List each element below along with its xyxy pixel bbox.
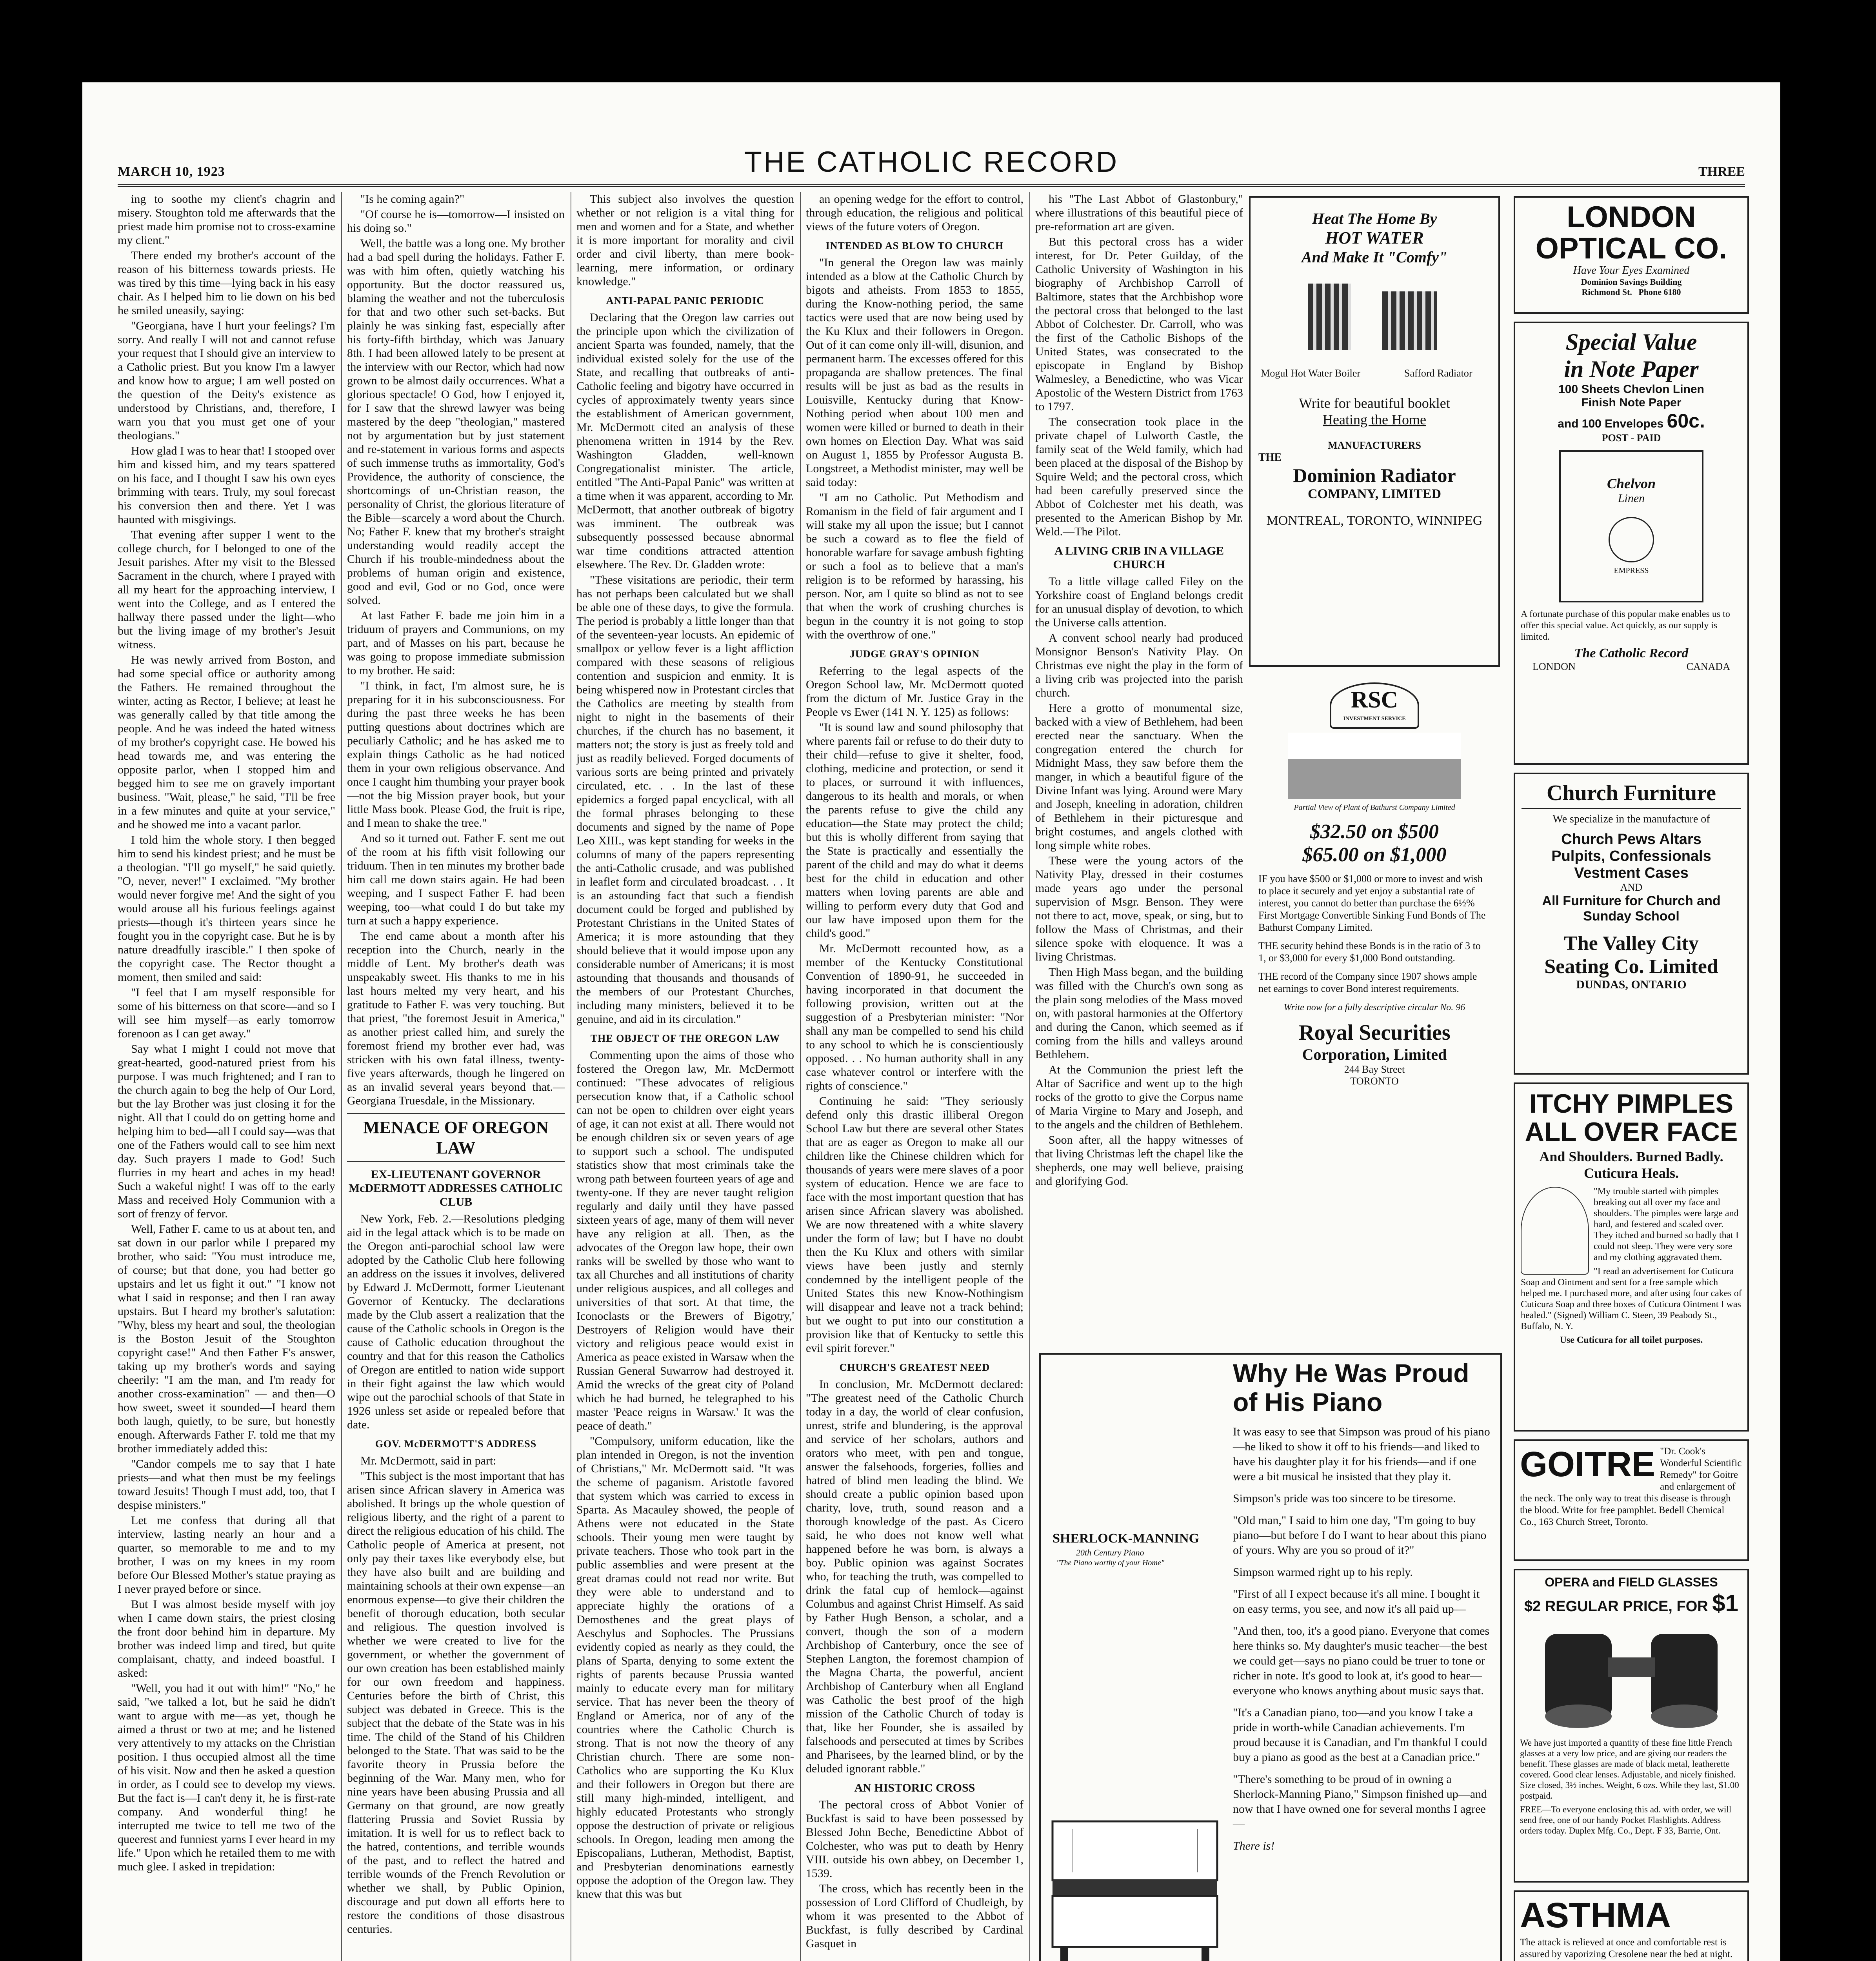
paragraph: Let me confess that during all that interview, lasting nearly an hour and a quarter, so memorable to me and to my brother, I was on my knees in my room before Our Blessed Mother's statue praying as I never prayed before or since. — [118, 1514, 335, 1595]
ad-line: and 100 Envelopes — [1558, 417, 1664, 430]
ad-line: Pulpits, Confessionals — [1551, 848, 1711, 864]
newspaper-title: THE CATHOLIC RECORD — [744, 146, 1119, 178]
ad-headline: ASTHMA — [1520, 1896, 1671, 1935]
paragraph: "Is he coming again?" — [360, 193, 465, 206]
paragraph: his "The Last Abbot of Glastonbury," where illustrations of this beautiful piece of pre-reformation art are given. — [1035, 193, 1243, 233]
ad-headline: $2 REGULAR PRICE, FOR — [1524, 1598, 1708, 1615]
ad-company: Dominion Radiator — [1293, 464, 1456, 486]
ad-caption: Safford Radiator — [1404, 367, 1472, 379]
ad-paragraph: Use Cuticura for all toilet purposes. — [1560, 1335, 1703, 1345]
ad-caption: Mogul Hot Water Boiler — [1261, 367, 1361, 379]
box-label: EMPRESS — [1614, 566, 1649, 575]
portrait-icon — [1521, 1187, 1589, 1275]
ad-line: MANUFACTURERS — [1328, 440, 1421, 451]
paragraph: ing to soothe my client's chagrin and misery. Stoughton told me afterwards that the priest made him promise not to cross-examine my client." — [118, 193, 335, 247]
ad-paragraph: Simpson warmed right up to his reply. — [1233, 1566, 1413, 1579]
paper-box-illustration — [1559, 450, 1703, 602]
paragraph: "In general the Oregon law was mainly intended as a blow at the Catholic Church by bigots and atheists. From 1853 to 1855, during the Know-nothing period, the same tactics were used that are now being used by the Ku Klux and their followers in Oregon. Out of it can come only ill-will, disunion, and permanent harm. The excesses offered for this propaganda are shallow pretences. The final results will be just as bad as the results in Louisville, Kentucky during that Know-Nothing period when about 100 men and women were killed or burned to death in their own homes on Election Day. What was said on August 1, 1855 by Professor Augusta B. Longstreet, a Methodist minister, may well be said today: — [806, 256, 1023, 489]
box-label: Linen — [1618, 492, 1645, 505]
column-divider — [341, 192, 342, 1961]
section-subhead: JUDGE GRAY'S OPINION — [849, 648, 980, 660]
paragraph: Then High Mass began, and the building was filled with the Church's own song as the plain song melodies of the Mass moved on, with pastoral harmonies at the Offertory and during the Canon, which seemed as if coming from the hills and valleys around Bethlehem. — [1035, 966, 1243, 1061]
ad-line: CANADA — [1686, 661, 1730, 672]
ad-caption: Partial View of Plant of Bathurst Company Limited — [1294, 803, 1455, 812]
ad-paragraph: IF you have $500 or $1,000 or more to invest and wish to place it securely and yet enjoy a substantial rate of interest, you cannot do better than purchase the 6½% First Mortgage Convertible Sinking Fund Bonds of The Bathurst Company Limited. — [1258, 873, 1486, 933]
column-divider — [800, 192, 801, 1961]
ad-line: We specialize in the manufacture of — [1552, 813, 1710, 825]
ad-line: All Furniture for Church and Sunday School — [1542, 893, 1721, 924]
paragraph: "It is sound law and sound philosophy that where parents fail or refuse to do their duty to their child—refuse to give it shelter, food, clothing, medicine and protection, or send it to places, or surround it with influences, dangerous to its health and morals, or when the parents refuse to give the child any education—the State may protect the child; but this is wholly different from saying that the State is practically and essentially the parent of the child and may do what it deems best for the child in education and other matters when loving parents are able and willing to perform every duty that God and our law have imposed upon them for the child's good." — [806, 721, 1023, 940]
piano-graphic-panel — [1041, 1355, 1229, 1961]
paragraph: Continuing he said: "They seriously defend only this drastic illiberal Oregon School Law but there are several other States that are as eager as Oregon to make all our children like the Chinese children which for thousands of years were mere slaves of a poor system of education. Hence we are face to face with the most important question that has arisen since African slavery was abolished. We are now threatened with a white slavery under the form of law; but I have no doubt then the Ku Klux and others with similar views have been justly and sternly condemned by the intelligent people of the United States this new Know-Nothingism will disappear and leave not a track behind; but we ought to put into our constitution a provision like that of Kentucky to settle this evil spirit forever." — [806, 1095, 1023, 1355]
column-1 — [118, 192, 335, 1961]
ad-company: The Valley City — [1564, 932, 1699, 955]
paragraph: At the Communion the priest left the Altar of Sacrifice and went up to the high rocks of the grotto to give the Corpus name of Maria Virgine to Mary and Joseph, and to the angels and the children of Bethlehem. — [1035, 1063, 1243, 1131]
goitre-ad — [1514, 1439, 1749, 1561]
paragraph: To a little village called Filey on the Yorkshire coast of England belongs credit for an unusual display of devotion, to which the Universe calls attention. — [1035, 575, 1243, 629]
newspaper-page — [82, 82, 1780, 1961]
ad-paragraph: "I read an advertisement for Cuticura Soap and Ointment and sent for a free sample which helped me. I purchased more, and after using four cakes of Cuticura Soap and three boxes of Cuticura Ointment I was healed." (Signed) William C. Steen, 39 Peabody St., Buffalo, N. Y. — [1521, 1266, 1742, 1332]
ad-line: LONDON — [1567, 200, 1696, 234]
paragraph: Well, Father F. came to us at about ten, and sat down in our parlor while I prepared my brother, who said: "You must introduce me, of course; but that done, you had better go upstairs and let us fight it out." "I know not what I said in response; and then I ran away upstairs. But I heard my brother's salutation: "Why, bless my heart and soul, the theologian is the Boston Jesuit of the Stoughton copyright case!" And then Father F's answer, taking up my brother's words and saying cheerily: "I am the man, and I'm ready for another cross-examination" — and then—O how sweet, sweet it sounded—I heard them both laugh, quietly, to be sure, but honestly enough. Afterwards Father F. told me that my brother immediately added this: — [118, 1222, 335, 1455]
ad-headline: GOITRE — [1520, 1445, 1656, 1484]
page-number: THREE — [1698, 164, 1745, 179]
ad-line: Have Your Eyes Examined — [1573, 264, 1690, 277]
dominion-radiator-ad — [1249, 196, 1500, 667]
paragraph: "Georgiana, have I hurt your feelings? I'm sorry. And really I will not and cannot refuse your request that I should give an interview to a Catholic priest. But you know I'm a lawyer and know how to argue; I am well posted on the question of the Deity's existence as understood by Christians, and, therefore, I warn you that you must get one of your theologians." — [118, 319, 335, 442]
paragraph: He was newly arrived from Boston, and had some special office or authority among the Fathers. He remained throughout the winter, acting as Rector, I believe; at least he was generally called by that title among the people. And he was indeed the hated witness of my brother's copyright case. He bowed his head towards me, and was entering the opposite parlor, when I stopped him and begged him to see me on gravely important business. "Wait, please," he said, "I'll be free in a few minutes and quite at your service," and he showed me into a vacant parlor. — [118, 653, 335, 831]
binoculars-icon — [1529, 1622, 1733, 1732]
note-paper-ad — [1514, 322, 1749, 765]
paragraph: Declaring that the Oregon law carries out the principle upon which the civilization of ancient Sparta was founded, namely, that the individual existed solely for the use of the State, and recalling that outbreaks of anti-Catholic feeling and bigotry have occurred in cycles of approximately twenty years since the establishment of American government, Mr. McDermott cited an analysis of these phenomena written in 1914 by the Rev. Washington Gladden, well-known Congregationalist minister. The article, entitled "The Anti-Papal Panic" was written at a time when it was apparent, according to Mr. McDermott, that another outbreak of bigotry was imminent. The outbreak was subsequently possessed because abnormal war time conditions attracted attention elsewhere. The Rev. Dr. Gladden wrote: — [576, 311, 794, 571]
piano-icon — [1049, 1817, 1221, 1961]
ad-line: Heat The Home By — [1312, 210, 1437, 227]
article-headline: MENACE OF OREGON LAW — [347, 1113, 565, 1162]
masthead — [118, 145, 1745, 182]
price: $1 — [1712, 1590, 1739, 1616]
london-optical-ad — [1514, 196, 1749, 314]
boiler-icon — [1308, 284, 1351, 350]
paragraph: "Compulsory, uniform education, like the plan intended in Oregon, is not the invention of Christians," Mr. McDermott said. "It was the scheme of paganism. Aristotle favored that system which was carried to excess in Sparta. As Macauley showed, the people of Athens were not educated in the State schools. Their young men were taught by private teachers. Those who took part in the public assemblies and were present at the great dramas could not read nor write. But they were able to understand and to appreciate highly the orations of a Demosthenes and the great plays of Aeschylus and Sophocles. The Prussians evidently copied as nearly as they could, the plans of Sparta, denying to some extent the rights of parents because Prussia wanted mainly to educate every man for military service. That has never been the theory of England or America, nor of any of the countries where the Catholic Church is strong. That is not now the theory of any Christian church. There are some non-Catholics who are supporting the Ku Klux and their followers in Oregon but there are still many high-minded, intelligent, and highly educated Protestants who strongly oppose the destruction of private or religious schools. In Oregon, leading men among the Episcopalians, Lutheran, Methodist, Baptist, and Presbyterian denominations earnestly oppose the adoption of the Oregon law. They knew that this was but — [576, 1435, 794, 1901]
ad-line: Phone 6180 — [1638, 287, 1681, 297]
logo-subtext: INVESTMENT SERVICE — [1343, 716, 1406, 722]
paragraph: This subject also involves the question whether or not religion is a vital thing for men and women and for a State, and whether it is more important for morality and civil order and civil liberty, than mere book-learning, mere information, or ordinary knowledge." — [576, 193, 794, 288]
opera-glasses-ad — [1514, 1569, 1749, 1883]
ad-line: COMPANY, LIMITED — [1307, 487, 1442, 501]
column-3 — [576, 192, 794, 1961]
paragraph: A convent school nearly had produced Monsignor Benson's Nativity Play. On Christmas eve night the play in the form of a living crib was projected into the parish church. — [1035, 631, 1243, 699]
paragraph: Mr. McDermott recounted how, as a member of the Kentucky Constitutional Convention of 1890-91, he succeeded in having incorporated in that document the following provision, written out at the suggestion of a Presbyterian minister: "Nor shall any man be compelled to send his child to any school to which he is conscientiously opposed. . . No human authority shall in any case whatever control or interfere with the rights of conscience." — [806, 942, 1023, 1092]
ad-headline: ALL OVER FACE — [1525, 1117, 1738, 1147]
church-furniture-ad — [1514, 773, 1749, 1075]
ad-line: in Note Paper — [1564, 356, 1699, 382]
ad-line: Write now for a fully descriptive circular No. 96 — [1283, 1002, 1465, 1013]
paragraph: At last Father F. bade me join him in a triduum of prayers and Communions, on my part, and of Masses on his part, because he was going to propose immediate submission to my brother. He said: — [347, 609, 565, 677]
logo-text: RSC — [1351, 687, 1398, 713]
paragraph: "Well, you had it out with him!" "No," he said, "we talked a lot, but he said he didn't want to argue with me—as yet, though he aimed a thrust or two at me; and he listened very attentively to my attacks on the Christian position. I thus occupied almost all the time of his visit. Now and then he asked a question in order, as I could see to develop my views. But the fact is—I can't deny it, he is first-rate company. And wonderful thing! he interrupted me twice to tell me two of the queerest and funniest yarns I ever heard in my life." Upon which he retailed them to me with much glee. I asked in trepidation: — [118, 1682, 335, 1873]
ad-line: Finish Note Paper — [1581, 396, 1681, 409]
ad-paragraph: FREE—To everyone enclosing this ad. with order, we will send free, one of our handy Pocket Flashlights. Address orders today. Duplex Mfg. Co., Dept. F 33, Barrie, Ont. — [1520, 1805, 1732, 1835]
paragraph: Say what I might I could not move that great-hearted, good-natured priest from his purpose. I was much frightened; and I ran to the church again to beg the help of Our Lord, but the lay Brother was just closing it for the night. All that I could do on getting home and helping him to bed—all I could say—was that one of the Fathers would call to see him next day. Such prayers I made to God! Such flurries in my heart and aches in my head! Such a wakeful night! I was off to the early Mass and received Holy Communion with a sort of frenzy of fervor. — [118, 1042, 335, 1220]
paragraph: "Candor compels me to say that I hate priests—and what then must be my feelings toward Jesuits! Though I must add, too, that I despise ministers." — [118, 1457, 335, 1512]
ad-line: DUNDAS, ONTARIO — [1576, 978, 1687, 991]
ad-line: And Make It "Comfy" — [1301, 248, 1448, 266]
ad-line: TORONTO — [1350, 1075, 1399, 1087]
ad-line: POST - PAID — [1602, 432, 1661, 444]
ad-paragraph: "First of all I expect because it's all mine. I bought it on easy terms, you see, and now it's all paid up— — [1233, 1588, 1480, 1615]
cuticura-ad — [1514, 1082, 1749, 1432]
ad-headline: Church Furniture — [1522, 780, 1741, 809]
paragraph: There ended my brother's account of the reason of his bitterness towards priests. He was tired by this time—lying back in his easy chair. As I helped him to lie down on his bed he smiled uneasily, saying: — [118, 249, 335, 317]
sherlock-manning-ad — [1039, 1353, 1502, 1961]
masthead-rule — [118, 184, 1745, 187]
article-subhead: EX-LIEUTENANT GOVERNOR McDERMOTT ADDRESSES CATHOLIC CLUB — [348, 1168, 564, 1208]
box-label: Chelvon — [1607, 476, 1656, 491]
asthma-ad — [1514, 1890, 1749, 1961]
ad-company: Seating Co. Limited — [1544, 955, 1718, 978]
ad-paragraph: THE record of the Company since 1907 shows ample net earnings to cover Bond interest requirements. — [1258, 971, 1477, 994]
ad-paragraph: We have just imported a quantity of these fine little French glasses at a very low price, and are giving our readers the benefit. These glasses are made of black metal, leatherette covered. Good clear lenses. Adjustable, and nicely finished. Size closed, 3½ inches. Weight, 6 ozs. While they last, $1.00 postpaid. — [1520, 1738, 1739, 1801]
paragraph: The pectoral cross of Abbot Vonier of Buckfast is said to have been possessed by Blessed John Beche, Benedictine Abbot of Colchester, who was put to death by Henry VIII. outside his own abbey, on December 1, 1539. — [806, 1798, 1023, 1880]
ad-line: 100 Sheets Chevlon Linen — [1558, 383, 1704, 396]
factory-illustration — [1288, 733, 1461, 799]
ad-line: The Catholic Record — [1574, 646, 1689, 660]
paragraph: These were the young actors of the Nativity Play, dressed in their costumes made years ago under the personal supervision of Msgr. Benson. They were not there to act, move, speak, or sing, but to follow the Mass of Christmas, and their silence spoke with eloquence. It was a living Christmas. — [1035, 854, 1243, 963]
ad-paragraph: "Dr. Cook's Wonderful Scientific Remedy" for Goitre and enlargement of the neck. The only way to treat this disease is through the blood. Write for free pamphlet. Bedell Chemical Co., 163 Church Street, Toronto. — [1520, 1446, 1742, 1527]
column-5 — [1035, 192, 1243, 1353]
section-subhead: INTENDED AS BLOW TO CHURCH — [825, 240, 1004, 251]
section-subhead: A LIVING CRIB IN A VILLAGE CHURCH — [1054, 544, 1224, 571]
ad-line: THE — [1258, 451, 1282, 464]
offer-line: $32.50 on $500 — [1310, 820, 1439, 843]
paragraph: "I feel that I am myself responsible for some of his bitterness on that score—and so I will see him myself—as early tomorrow forenoon as I can get away." — [118, 986, 335, 1040]
paragraph: But I was almost beside myself with joy when I came down stairs, the priest closing the front door behind him in departure. My brother was indeed limp and tired, but quite complaisant, chatty, and indeed boastful. I asked: — [118, 1598, 335, 1679]
ad-paragraph: "Old man," I said to him one day, "I'm going to buy piano—but before I do I want to hear about this piano of yours. Why are you so proud of it?" — [1233, 1514, 1487, 1557]
ad-line: Vestment Cases — [1574, 865, 1689, 881]
paragraph: How glad I was to hear that! I stooped over him and kissed him, and my tears spattered on his face, and I thought I saw his own eyes brimming with tears. Truly, my soul forecast his conversion then and there. Yet I was haunted with misgivings. — [118, 444, 335, 526]
paragraph: Commenting upon the aims of those who fostered the Oregon law, Mr. McDermott continued: "These advocates of religious persecution know that, if a Catholic school can not be open to children over eight years of age, it can not exist at all. There would not be enough children six or seven years of age to support such a school. The undisputed statistics show that most criminals take the wrong path between fourteen years of age and twenty-one. If they are never taught religion regularly and daily until they have passed sixteen years of age, many of them will never have any religion at all. Then, as the advocates of the Oregon law hope, their own ranks will be swelled by those who want to tax all Churches and all institutions of charity under religious auspices, and all colleges and universities of that sort. At that time, the Iconoclasts or the Brewers of Bigotry,' Destroyers of Religion would have their victory and religious peace would exist in America as peace existed in Warsaw when the Russian General Suwarrow had destroyed it. Amid the wrecks of the great city of Poland which he had burned, he telegraphed to his master 'Peace reigns in Warsaw.' It was the peace of death." — [576, 1049, 794, 1432]
ad-headline: Why He Was Proud of His Piano — [1233, 1359, 1469, 1417]
brand-sub: 20th Century Piano — [1076, 1548, 1144, 1557]
ad-line: Heating the Home — [1323, 412, 1426, 427]
ad-paragraph: A fortunate purchase of this popular make enables us to offer this special value. Act quickly, as our supply is limited. — [1521, 609, 1730, 642]
paragraph: Well, the battle was a long one. My brother had a bad spell during the holidays. Father F. was with him often, quietly watching his opportunity. But the doctor reassured us, blaming the weather and not the tuberculosis for that and two other such set-backs. But plainly he was sinking fast, especially after his forty-fifth birthday, which was January 8th. I had been allowed lately to be present at the interview with our Rector, which had now grown to be almost daily occurrences. What a glorious spectacle! O God, how I enjoyed it, for I saw that the shrewd lawyer was being mastered by the deep "theologian," mastered not by argumentation but by just statement and re-statement in various forms and aspects of such immense truths as immortality, God's Providence, the authority of conscience, the shortcomings of un-Christian reason, the personality of Christ, the glorious literature of the Bible—scarcely a word about the Church. No; Father F. knew that my brother's straight understanding would readily accept the Church if his trouble-mindedness about the problems of human origin and existence, good and evil, God or no God, once were solved. — [347, 237, 565, 607]
offer-line: $65.00 on $1,000 — [1302, 844, 1447, 866]
ad-paragraph: The attack is relieved at once and comfortable rest is assured by vaporizing Cresolene near the bed at night. — [1520, 1937, 1733, 1959]
rsc-logo — [1330, 682, 1419, 729]
paragraph: In conclusion, Mr. McDermott declared: "The greatest need of the Catholic Church today in a day, the world of clear confusion, unrest, strife and blundering, is the approval and service of her scholars, authors and orators who meet, with pen and tongue, answer the falsehoods, forgeries, follies and hatred of blind men leading the blind. We should create a public opinion based upon charity, love, truth, sound reason and a thorough knowledge of the past. As Cicero said, he who does not know well what happened before he was born, is always a boy. Public opinion was against Socrates who, for teaching the truth, was compelled to drink the fatal cup of hemlock—against Columbus and against Christ Himself. As said by Father Hugh Benson, a scholar, and a convert, though the son of a modern Archbishop of Canterbury, once the see of Stephen Langton, the foremost champion of the Magna Charta, the powerful, ancient Archbishop of Canterbury when all England was Catholic the best proof of the high mission of the Catholic Church of today is that, like her Founder, she is assailed by falsehoods and persecuted at times by Scribes and Pharisees, by the learned blind, or by the deluded ignorant rabble." — [806, 1378, 1023, 1775]
ad-line: Dominion Savings Building — [1581, 277, 1682, 287]
ad-subhead: And Shoulders. Burned Badly. Cuticura Heals. — [1539, 1149, 1723, 1181]
brand-tagline: "The Piano worthy of your Home" — [1056, 1559, 1165, 1567]
ad-paragraph: "It's a Canadian piano, too—and you know I take a pride in worth-while Canadian achievements. I'm proud because it is Canadian, and I'm thankful I could buy a piano as good as the best at a Canadian price." — [1233, 1706, 1487, 1764]
price: 60c. — [1667, 410, 1705, 432]
royal-securities-ad — [1249, 675, 1500, 1341]
paragraph: And so it turned out. Father F. sent me out of the room at his fifth visit following our triduum. Then in ten minutes my brother bade him call me down stairs again. He had been weeping, and I suspect Father F. had been weeping, too—what could I do but take my turn at such a happy experience. — [347, 832, 565, 927]
paragraph: I told him the whole story. I then begged him to send his kindest priest; and he must be a theologian. "I'll go myself," he said quietly. "O, never, never!" I exclaimed. "My brother would never forgive me! And the sight of you would arouse all his furious feelings against priests—though it's thirteen years since he fought you in the copyright case. But he is by nature dreadfully irascible." I then spoke of the copyright case. The Rector thought a moment, then smiled and said: — [118, 833, 335, 984]
ad-company: Royal Securities — [1298, 1021, 1451, 1045]
paragraph: "This subject is the most important that has arisen since African slavery in America was abolished. It brings up the whole question of religious liberty, and the right of a parent to direct the religious education of his child. The Catholic people of America at present, not only pay their taxes like everybody else, but they have also built and are building and maintaining schools at their own expense—an enormous expense—to give their children the benefit of thorough education, both secular and religious. The question involved is whether we were created to live for the government, or whether the government of our own creation has been established mainly for our own freedom and happiness. Centuries before the birth of Christ, this subject was debated in Greece. This is the subject that the debate of the State was in his time. The child of the Stand of his Children belonged to the State. That was said to be the favorite theory in Prussia before the beginning of the War. Many men, who for nine years have been abusing Prussia and all Germany on that ground, are now greatly flattering Prussia and Soviet Russia by imitation. It is well for us to reflect back to the hatred, contentions, and terrible wounds of the past, and to reflect the hatred and terrible wounds of the French Revolution or whether we shall, by Public Opinion, discourage and put down all efforts here to restore the conditions of those disastrous centuries. — [347, 1470, 565, 1936]
ad-paragraph: Simpson's pride was too sincere to be tiresome. — [1233, 1492, 1456, 1505]
section-subhead: GOV. McDERMOTT'S ADDRESS — [375, 1438, 537, 1450]
paragraph: The cross, which has recently been in the possession of Lord Clifford of Chudleigh, by whom it was presented to the Abbot of Buckfast, is fully described by Cardinal Gasquet in — [806, 1882, 1023, 1950]
ad-line: AND — [1620, 882, 1643, 893]
section-subhead: CHURCH'S GREATEST NEED — [839, 1362, 990, 1373]
paragraph: Soon after, all the happy witnesses of that living Christmas left the chapel like the shepherds, one may well believe, praising and glorifying God. — [1035, 1133, 1243, 1188]
paragraph: Referring to the legal aspects of the Oregon School law, Mr. McDermott quoted from the dictum of Mr. Justice Gray in the People vs Ewer (141 N. Y. 125) as follows: — [806, 664, 1023, 719]
paragraph: "I think, in fact, I'm almost sure, he is preparing for it in his subconsciousness. For during the past three weeks he has been putting questions about doctrines which are peculiarly Catholic; and he has asked me to explain things Catholic as he had noticed them in your own religious observance. And once I caught him thumbing your prayer book—not the big Mission prayer book, but your little Mass book. Please God, the fruit is ripe, and I mean to shake the tree." — [347, 679, 565, 830]
column-2 — [347, 192, 565, 1961]
ad-line: Corporation, Limited — [1302, 1046, 1447, 1063]
ad-headline: OPERA and FIELD GLASSES — [1545, 1575, 1718, 1589]
paragraph: "Of course he is—tomorrow—I insisted on his doing so." — [347, 208, 565, 235]
paragraph: The end came about a month after his reception into the Church, nearly in the middle of Lent. My brother's death was unspeakably sweet. His thanks to me in his last hours melted my very heart, and his gratitude to Father F. was very touching. But that priest, "the foremost Jesuit in America," as another priest called him, and surely the foremost friend my brother ever had, was stricken with his own fatal illness, twenty-five years afterwards, though he lingered on as an invalid several years beyond that.—Georgiana Truesdale, in the Missionary. — [347, 930, 565, 1107]
ad-line: MONTREAL, TORONTO, WINNIPEG — [1266, 513, 1483, 528]
ad-paragraph: "My trouble started with pimples breaking out all over my face and shoulders. The pimples were large and hard, and festered and scaled over. They itched and burned so badly that I could not sleep. They were very sore and my clothing aggravated them. — [1594, 1186, 1739, 1262]
ad-paragraph: "And then, too, it's a good piano. Everyone that comes here thinks so. My daughter's music teacher—the best we could get—says no piano could be truer to tone or richer in note. It's good to look at, it's good to hear—everyone who knows anything about music says that. — [1233, 1624, 1490, 1697]
ad-line: Church Pews Altars — [1561, 831, 1701, 848]
paragraph: That evening after supper I went to the college church, for I belonged to one of the Jesuit parishes. After my visit to the Blessed Sacrament in the church, where I prayed with all my heart for the approaching interview, I went into the College, and as I entered the hallway there passed under the light—who but the living image of my brother's Jesuit witness. — [118, 528, 335, 651]
ad-paragraph: THE security behind these Bonds is in the ratio of 3 to 1, or $3,000 for every $1,000 Bond outstanding. — [1258, 940, 1481, 964]
paragraph: Here a grotto of monumental size, backed with a view of Bethlehem, had been erected near the sanctuary. When the congregation entered the church for Midnight Mass, they saw before them the manger, in which a beautiful figure of the Divine Infant was lying. Around were Mary and Joseph, kneeling in adoration, children of Bethlehem in their picturesque and bright costumes, and angels clothed with long simple white robes. — [1035, 702, 1243, 852]
ad-line: Special Value — [1565, 329, 1697, 355]
paragraph: New York, Feb. 2.—Resolutions pledging aid in the legal attack which is to be made on the Oregon anti-parochial school law were adopted by the Catholic Club here following an address on the issues it involves, delivered by Edward J. McDermott, former Lieutenant Governor of Kentucky. The declarations made by the Club assert a realization that the cause of the Catholic schools in Oregon is the cause of Catholic education throughout the country and that for this reason the Catholics of Oregon are entitled to nation wide support in their fight against the law which would wipe out the parochial schools of that State in 1926 unless set aside or repealed before that date. — [347, 1212, 565, 1431]
boiler-radiator-illustration — [1300, 272, 1449, 362]
section-subhead: THE OBJECT OF THE OREGON LAW — [590, 1033, 780, 1044]
ad-line: 244 Bay Street — [1344, 1064, 1405, 1075]
ad-paragraph: There is! — [1233, 1839, 1275, 1852]
paragraph: an opening wedge for the effort to control, through education, the religious and political views of the future voters of Oregon. — [806, 193, 1023, 233]
seal-icon — [1609, 517, 1654, 562]
ad-headline: ITCHY PIMPLES — [1529, 1089, 1734, 1119]
section-subhead: AN HISTORIC CROSS — [854, 1781, 975, 1794]
ad-line: HOT WATER — [1325, 228, 1424, 247]
column-divider — [1029, 192, 1030, 1961]
column-4 — [806, 192, 1023, 1961]
paragraph: Mr. McDermott, said in part: — [360, 1454, 496, 1467]
paragraph: But this pectoral cross has a wider interest, for Dr. Peter Guilday, of the Catholic University of Washington in his biography of Archbishop Carroll of Baltimore, states that the Archbishop wore the pectoral cross that belonged to the last Abbot of Colchester. Dr. Carroll, who was the first of the Catholic Bishops of the United States, was consecrated to the episcopate in England by Bishop Walmesley, a Benedictine, who was Vicar Apostolic of the Western District from 1763 to 1797. — [1035, 235, 1243, 413]
paragraph: "These visitations are periodic, their term has not perhaps been calculated but we shall be able one of these days, to give the formula. The period is probably a little longer than that of the seventeen-year locusts. An epidemic of smallpox or yellow fever is a light affliction compared with these seasons of religious contention and suspicion and enmity. It is being whispered now in Protestant circles that the Catholics are meeting by stealth from night to night in the basements of their churches, if the church has no basement, it matters not; the story is just as freely told and just as readily believed. Forged documents of various sorts are being printed and privately circulated, etc. . . In the last of these epidemics a forged papal encyclical, with all the formal phrases belonging to these documents and signed by the name of Pope Leo XIII., was kept standing for weeks in the columns of many of the papers representing the anti-Catholic crusade, and was published in leaflet form and circulated broadcast. . . It is an astounding fact that such a fiendish document could be forged and published by Protestant Christians in the United States of America; it is more astounding that they should believe that it would impose upon any considerable number of Americans; it is most astounding that thousands and thousands of the members of our Protestant Churches, including many ministers, believed it to be genuine, and aid in its circulation." — [576, 573, 794, 1026]
piano-story — [1233, 1359, 1492, 1854]
ad-paragraph: "There's something to be proud of in owning a Sherlock-Manning Piano," Simpson finished up—and now that I have owned one for several months I agree— — [1233, 1773, 1487, 1830]
ad-line: OPTICAL CO. — [1535, 232, 1727, 265]
ad-line: Write for beautiful booklet — [1299, 395, 1450, 411]
brand-name: SHERLOCK-MANNING — [1053, 1531, 1200, 1546]
ad-line: Richmond St. — [1582, 287, 1632, 297]
issue-date: MARCH 10, 1923 — [118, 164, 225, 179]
paragraph: "I am no Catholic. Put Methodism and Romanism in the field of fair argument and I will stake my all upon the issue; but I cannot be such a coward as to flee the field of honorable warfare for savage ambush fighting or such a fool as to believe that a man's religion is to be reformed by harassing, his person. Nor, am I quite so blind as not to see that when the work of crushing churches is begun in the country it is not going to stop with the overthrow of one." — [806, 491, 1023, 641]
paragraph: The consecration took place in the private chapel of Lulworth Castle, the family seat of the Weld family, which had been placed at the disposal of the Bishop by Squire Weld; and the pectoral cross, which had been carefully preserved since the Abbot of Colchester met his death, was presented to the American Bishop by Mr. Weld.—The Pilot. — [1035, 415, 1243, 538]
ad-line: LONDON — [1532, 661, 1576, 672]
radiator-icon — [1382, 291, 1437, 350]
ad-paragraph: It was easy to see that Simpson was proud of his piano—he liked to show it off to his friends—and liked to have his daughter play it for his friends—and if one were a bit musical he insisted that they play it. — [1233, 1425, 1490, 1483]
section-subhead: ANTI-PAPAL PANIC PERIODIC — [606, 295, 765, 306]
